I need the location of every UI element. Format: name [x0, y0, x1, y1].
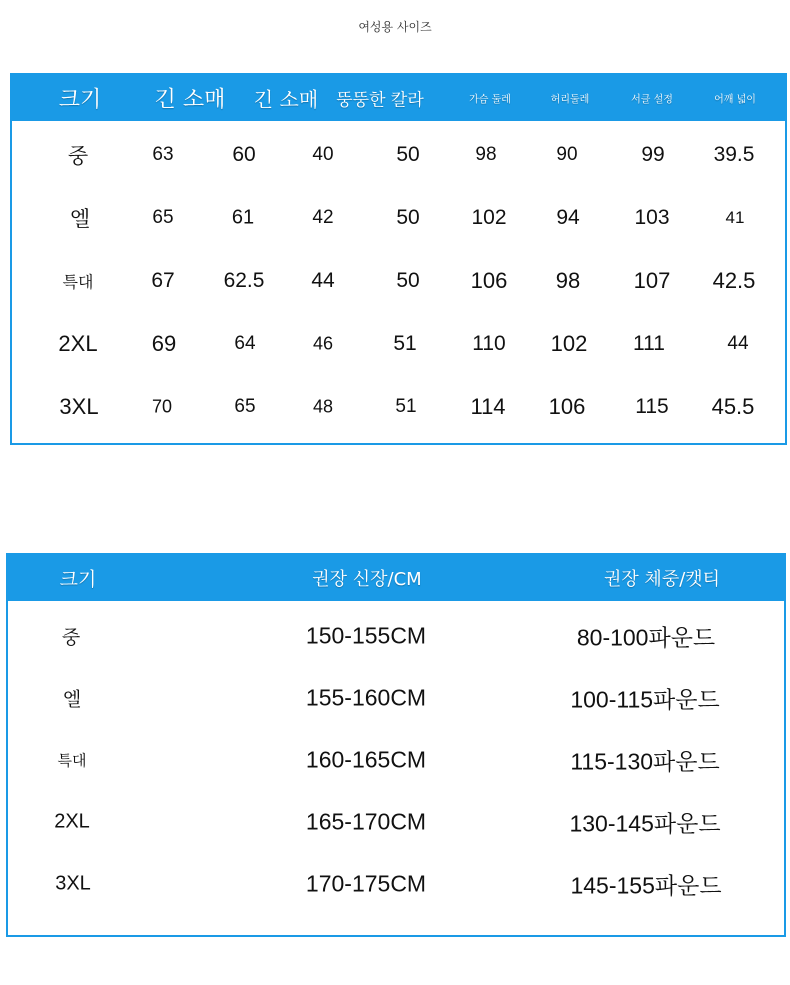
size-label: 엘	[69, 206, 91, 231]
cell: 46	[312, 333, 334, 353]
header-bust: 가슴 둘레	[469, 94, 511, 106]
header-long-sleeve-2: 긴 소매	[253, 87, 319, 112]
size-label: 중	[67, 143, 89, 168]
cell: 44	[311, 268, 335, 292]
cell: 48	[312, 396, 334, 416]
cell-weight: 145-155파운드	[570, 872, 722, 899]
table-row	[12, 375, 785, 438]
table-row	[8, 667, 784, 729]
cell: 67	[151, 268, 175, 292]
table-row	[8, 791, 784, 853]
cell: 98	[475, 143, 497, 165]
cell: 61	[231, 206, 255, 228]
size-recommendation-table	[6, 553, 786, 937]
cell: 63	[152, 143, 174, 165]
table-row	[12, 249, 785, 312]
cell-height: 170-175CM	[305, 870, 427, 897]
cell: 94	[556, 205, 580, 229]
header-weight: 권장 체중/캣티	[603, 569, 721, 590]
cell: 50	[396, 142, 420, 166]
cell: 44	[727, 332, 749, 354]
size-label: 3XL	[59, 393, 99, 419]
cell: 114	[470, 393, 506, 419]
table-body	[12, 121, 785, 438]
cell-height: 165-170CM	[305, 808, 427, 835]
cell: 42	[312, 206, 334, 228]
cell-weight: 80-100파운드	[576, 624, 716, 651]
size-label: 엘	[62, 688, 82, 711]
page-caption: 여성용 사이즈	[358, 20, 432, 34]
cell: 115	[635, 394, 669, 418]
table-row	[12, 312, 785, 375]
table-row	[8, 605, 784, 667]
table-row	[8, 729, 784, 791]
cell: 102	[550, 330, 588, 356]
cell: 90	[556, 143, 578, 165]
header-height: 권장 신장/CM	[312, 569, 422, 590]
table-header	[8, 555, 784, 601]
cell: 103	[634, 205, 670, 229]
header-size: 크기	[58, 87, 102, 113]
table-row	[12, 186, 785, 249]
cell: 69	[151, 330, 177, 356]
cell: 64	[234, 332, 256, 354]
header-size: 크기	[59, 568, 97, 591]
cell: 51	[393, 331, 417, 355]
cell-weight: 115-130파운드	[570, 748, 720, 775]
cell-height: 155-160CM	[305, 684, 427, 711]
header-fat-collar: 뚱뚱한 칼라	[336, 90, 424, 111]
cell: 39.5	[713, 142, 755, 166]
cell: 65	[234, 395, 256, 417]
cell: 45.5	[711, 393, 755, 419]
cell: 65	[152, 206, 174, 228]
cell: 62.5	[223, 268, 265, 292]
header-long-sleeve-1: 긴 소매	[154, 87, 226, 113]
size-label: 중	[61, 626, 81, 649]
size-label: 특대	[57, 751, 87, 770]
cell: 106	[548, 393, 586, 419]
size-label: 특대	[62, 272, 94, 291]
cell: 51	[395, 395, 417, 417]
cell-height: 160-165CM	[305, 746, 427, 773]
cell: 110	[472, 331, 506, 355]
size-label: 2XL	[58, 330, 98, 356]
cell-height: 150-155CM	[305, 622, 427, 649]
size-label: 2XL	[54, 810, 90, 833]
header-waist: 허리둘레	[550, 94, 590, 106]
cell: 111	[633, 331, 665, 355]
header-circle-setting: 서클 설정	[631, 94, 673, 106]
cell: 98	[555, 267, 581, 293]
cell: 60	[232, 142, 256, 166]
size-measurement-table	[10, 73, 787, 445]
cell: 40	[312, 143, 334, 165]
table-row	[8, 853, 784, 915]
cell: 107	[633, 267, 671, 293]
cell: 50	[396, 268, 420, 292]
cell: 102	[471, 205, 507, 229]
header-shoulder-width: 어깨 넓이	[714, 94, 756, 106]
cell: 41	[725, 207, 745, 227]
cell-weight: 130-145파운드	[569, 810, 721, 837]
cell: 99	[641, 142, 665, 166]
cell: 50	[396, 205, 420, 229]
cell-weight: 100-115파운드	[570, 686, 720, 713]
table-row	[12, 123, 785, 186]
size-label: 3XL	[55, 872, 91, 895]
cell: 106	[470, 267, 508, 293]
cell: 70	[151, 396, 173, 416]
cell: 42.5	[712, 267, 756, 293]
table-body	[8, 601, 784, 915]
table-header	[12, 75, 785, 121]
